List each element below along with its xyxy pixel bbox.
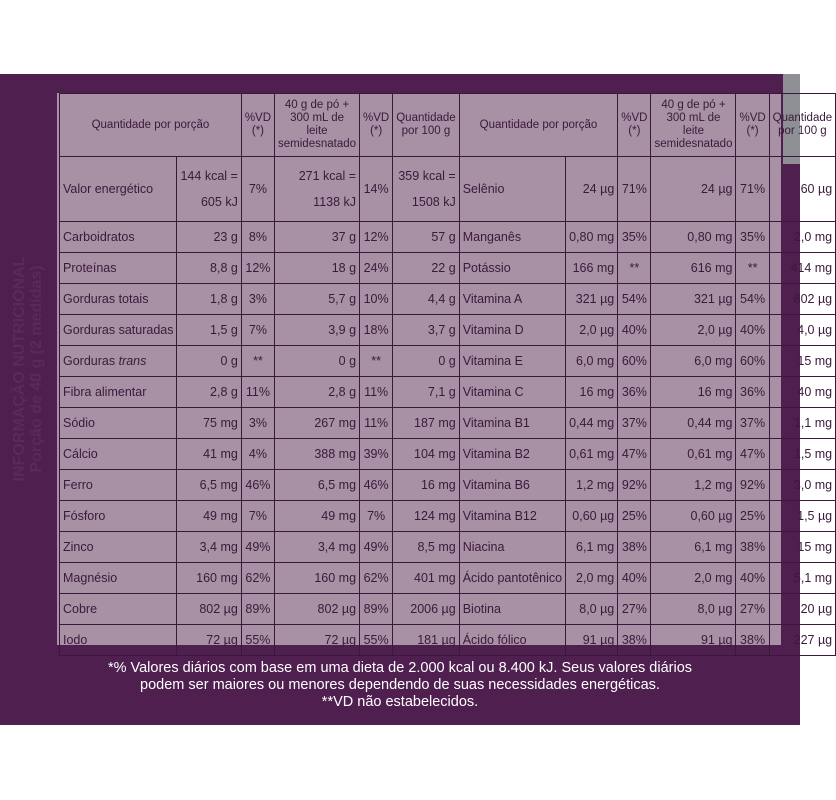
- nutrient-label-right: Potássio: [459, 253, 565, 284]
- right-vd: 40%: [618, 563, 651, 594]
- per-100g: 104 mg: [393, 439, 459, 470]
- right-with-milk: 16 mg: [651, 377, 736, 408]
- nutrient-label-right: Vitamina A: [459, 284, 565, 315]
- milk-vd: 24%: [360, 253, 393, 284]
- vd: 55%: [241, 625, 274, 656]
- right-100g: 4,0 µg: [769, 315, 835, 346]
- nutrient-label: Cálcio: [60, 439, 177, 470]
- portion: 23 g: [177, 222, 241, 253]
- right-milk-vd: 38%: [736, 532, 769, 563]
- table-row: [60, 532, 836, 563]
- right-portion: 2,0 µg: [566, 315, 618, 346]
- nutrition-table: [59, 93, 836, 656]
- nutrient-label-right: Manganês: [459, 222, 565, 253]
- right-portion: 166 mg: [566, 253, 618, 284]
- header-qty-100g: Quantidade por 100 g: [393, 94, 459, 157]
- right-vd: 36%: [618, 377, 651, 408]
- vd: **: [241, 346, 274, 377]
- vd: 12%: [241, 253, 274, 284]
- nutrient-label: Gorduras trans: [60, 346, 177, 377]
- table-row: [60, 377, 836, 408]
- nutrient-label: Ferro: [60, 470, 177, 501]
- with-milk: 0 g: [275, 346, 360, 377]
- energy-portion: [177, 157, 241, 222]
- vd: 3%: [241, 408, 274, 439]
- energy-milk-vd: 14%: [360, 157, 393, 222]
- portion: 1,8 g: [177, 284, 241, 315]
- nutrient-label-right: Vitamina B12: [459, 501, 565, 532]
- right-100g: 5,1 mg: [769, 563, 835, 594]
- footnote-line2: podem ser maiores ou menores dependendo de suas necessidades energéticas.: [140, 677, 660, 693]
- milk-vd: 49%: [360, 532, 393, 563]
- nutrient-label: Valor energético: [60, 157, 177, 222]
- right-portion: 24 µg: [566, 157, 618, 222]
- vd: 8%: [241, 222, 274, 253]
- right-vd: 38%: [618, 532, 651, 563]
- portion: 0 g: [177, 346, 241, 377]
- sidebar-title: [0, 93, 57, 645]
- right-milk-vd: 37%: [736, 408, 769, 439]
- table-row: [60, 470, 836, 501]
- with-milk: 802 µg: [275, 594, 360, 625]
- right-with-milk: 2,0 µg: [651, 315, 736, 346]
- right-milk-vd: 35%: [736, 222, 769, 253]
- milk-vd: 89%: [360, 594, 393, 625]
- header-with-milk: 40 g de pó + 300 mL de leite semidesnatado: [651, 94, 736, 157]
- table-row: [60, 315, 836, 346]
- right-portion: 8,0 µg: [566, 594, 618, 625]
- right-with-milk: 6,1 mg: [651, 532, 736, 563]
- right-vd: 35%: [618, 222, 651, 253]
- vd: 89%: [241, 594, 274, 625]
- portion: 41 mg: [177, 439, 241, 470]
- with-milk: 2,8 g: [275, 377, 360, 408]
- energy-100g-kcal: 359 kcal =: [398, 169, 456, 183]
- right-vd: 25%: [618, 501, 651, 532]
- milk-vd: 11%: [360, 408, 393, 439]
- portion: 802 µg: [177, 594, 241, 625]
- energy-kj: 605 kJ: [200, 195, 238, 209]
- header-vd: %VD (*): [618, 94, 651, 157]
- nutrient-label: Fibra alimentar: [60, 377, 177, 408]
- right-portion: 2,0 mg: [566, 563, 618, 594]
- right-milk-vd: 92%: [736, 470, 769, 501]
- table-row: [60, 408, 836, 439]
- vd: 11%: [241, 377, 274, 408]
- right-100g: 15 mg: [769, 346, 835, 377]
- right-milk-vd: **: [736, 253, 769, 284]
- nutrient-label-right: Selênio: [459, 157, 565, 222]
- right-vd: 37%: [618, 408, 651, 439]
- nutrient-label-right: Biotina: [459, 594, 565, 625]
- right-milk-vd: 54%: [736, 284, 769, 315]
- right-vd: 92%: [618, 470, 651, 501]
- right-portion: 0,80 mg: [566, 222, 618, 253]
- milk-vd: 46%: [360, 470, 393, 501]
- per-100g: 181 µg: [393, 625, 459, 656]
- vd: 7%: [241, 501, 274, 532]
- right-milk-vd: 71%: [736, 157, 769, 222]
- right-with-milk: 616 mg: [651, 253, 736, 284]
- right-portion: 321 µg: [566, 284, 618, 315]
- nutrient-label-right: Vitamina B2: [459, 439, 565, 470]
- per-100g: 22 g: [393, 253, 459, 284]
- milk-vd: 55%: [360, 625, 393, 656]
- portion: 160 mg: [177, 563, 241, 594]
- right-with-milk: 321 µg: [651, 284, 736, 315]
- footnote: [0, 660, 800, 711]
- right-portion: 1,2 mg: [566, 470, 618, 501]
- nutrient-label-right: Vitamina B6: [459, 470, 565, 501]
- milk-vd: 18%: [360, 315, 393, 346]
- energy-row: [60, 157, 836, 222]
- right-milk-vd: 60%: [736, 346, 769, 377]
- portion: 8,8 g: [177, 253, 241, 284]
- per-100g: 401 mg: [393, 563, 459, 594]
- nutrient-label: Fósforo: [60, 501, 177, 532]
- nutrient-label-right: Vitamina E: [459, 346, 565, 377]
- nutrient-label: Gorduras totais: [60, 284, 177, 315]
- right-100g: 15 mg: [769, 532, 835, 563]
- with-milk: 3,9 g: [275, 315, 360, 346]
- right-100g: 414 mg: [769, 253, 835, 284]
- right-vd: 38%: [618, 625, 651, 656]
- portion: 72 µg: [177, 625, 241, 656]
- footnote-line3: **VD não estabelecidos.: [321, 694, 479, 710]
- energy-vd: 7%: [241, 157, 274, 222]
- right-100g: 2,0 mg: [769, 222, 835, 253]
- energy-with-milk: [275, 157, 360, 222]
- right-portion: 0,61 mg: [566, 439, 618, 470]
- right-100g: 1,1 mg: [769, 408, 835, 439]
- right-with-milk: 0,80 mg: [651, 222, 736, 253]
- right-milk-vd: 36%: [736, 377, 769, 408]
- nutrient-label: Sódio: [60, 408, 177, 439]
- with-milk: 160 mg: [275, 563, 360, 594]
- header-qty-100g: Quantidade por 100 g: [769, 94, 835, 157]
- per-100g: 16 mg: [393, 470, 459, 501]
- right-with-milk: 24 µg: [651, 157, 736, 222]
- portion: 75 mg: [177, 408, 241, 439]
- right-with-milk: 0,60 µg: [651, 501, 736, 532]
- milk-vd: 12%: [360, 222, 393, 253]
- vd: 3%: [241, 284, 274, 315]
- header-with-milk: 40 g de pó + 300 mL de leite semidesnatado: [275, 94, 360, 157]
- right-milk-vd: 40%: [736, 315, 769, 346]
- nutrient-label-right: Vitamina B1: [459, 408, 565, 439]
- right-milk-vd: 38%: [736, 625, 769, 656]
- nutrient-label: Carboidratos: [60, 222, 177, 253]
- energy-milk-kj: 1138 kJ: [313, 195, 357, 209]
- energy-100g: [393, 157, 459, 222]
- right-with-milk: 6,0 mg: [651, 346, 736, 377]
- right-vd: **: [618, 253, 651, 284]
- header-qty-portion: Quantidade por porção: [459, 94, 618, 157]
- per-100g: 4,4 g: [393, 284, 459, 315]
- right-portion: 6,0 mg: [566, 346, 618, 377]
- per-100g: 0 g: [393, 346, 459, 377]
- right-100g: 60 µg: [769, 157, 835, 222]
- portion: 3,4 mg: [177, 532, 241, 563]
- energy-100g-kj: 1508 kJ: [411, 195, 456, 209]
- with-milk: 18 g: [275, 253, 360, 284]
- header-qty-portion: Quantidade por porção: [60, 94, 242, 157]
- right-with-milk: 8,0 µg: [651, 594, 736, 625]
- with-milk: 37 g: [275, 222, 360, 253]
- milk-vd: 62%: [360, 563, 393, 594]
- with-milk: 267 mg: [275, 408, 360, 439]
- nutrient-label-right: Vitamina D: [459, 315, 565, 346]
- right-with-milk: 0,44 mg: [651, 408, 736, 439]
- table-row: [60, 625, 836, 656]
- header-vd: %VD (*): [360, 94, 393, 157]
- per-100g: 7,1 g: [393, 377, 459, 408]
- right-vd: 47%: [618, 439, 651, 470]
- right-milk-vd: 47%: [736, 439, 769, 470]
- vd: 62%: [241, 563, 274, 594]
- per-100g: 124 mg: [393, 501, 459, 532]
- footnote-line1: *% Valores diários com base em uma dieta de 2.000 kcal ou 8.400 kJ. Seus valores diários: [107, 660, 693, 676]
- vd: 49%: [241, 532, 274, 563]
- nutrient-label: Magnésio: [60, 563, 177, 594]
- vd: 46%: [241, 470, 274, 501]
- right-with-milk: 0,61 mg: [651, 439, 736, 470]
- nutrient-label-right: Niacina: [459, 532, 565, 563]
- with-milk: 3,4 mg: [275, 532, 360, 563]
- table-row: [60, 284, 836, 315]
- right-with-milk: 91 µg: [651, 625, 736, 656]
- right-milk-vd: 25%: [736, 501, 769, 532]
- table-row: [60, 563, 836, 594]
- table-row: [60, 439, 836, 470]
- right-100g: 1,5 µg: [769, 501, 835, 532]
- header-vd: %VD (*): [241, 94, 274, 157]
- milk-vd: 10%: [360, 284, 393, 315]
- right-with-milk: 2,0 mg: [651, 563, 736, 594]
- with-milk: 72 µg: [275, 625, 360, 656]
- right-vd: 27%: [618, 594, 651, 625]
- right-portion: 91 µg: [566, 625, 618, 656]
- right-vd: 60%: [618, 346, 651, 377]
- vd: 4%: [241, 439, 274, 470]
- with-milk: 388 mg: [275, 439, 360, 470]
- right-100g: 3,0 mg: [769, 470, 835, 501]
- right-100g: 1,5 mg: [769, 439, 835, 470]
- right-portion: 0,60 µg: [566, 501, 618, 532]
- right-vd: 54%: [618, 284, 651, 315]
- nutrient-label-right: Ácido fólico: [459, 625, 565, 656]
- portion: 49 mg: [177, 501, 241, 532]
- right-portion: 0,44 mg: [566, 408, 618, 439]
- right-vd: 40%: [618, 315, 651, 346]
- right-100g: 227 µg: [769, 625, 835, 656]
- energy-milk-kcal: 271 kcal =: [298, 169, 357, 183]
- milk-vd: 39%: [360, 439, 393, 470]
- sidebar-title-line1: INFORMAÇÃO NUTRICIONAL: [11, 256, 28, 482]
- with-milk: 6,5 mg: [275, 470, 360, 501]
- nutrient-label: Proteínas: [60, 253, 177, 284]
- nutrient-label: Iodo: [60, 625, 177, 656]
- right-with-milk: 1,2 mg: [651, 470, 736, 501]
- nutrient-label: Cobre: [60, 594, 177, 625]
- portion: 6,5 mg: [177, 470, 241, 501]
- nutrient-label-right: Ácido pantotênico: [459, 563, 565, 594]
- header-vd: %VD (*): [736, 94, 769, 157]
- right-portion: 6,1 mg: [566, 532, 618, 563]
- table-row: [60, 253, 836, 284]
- energy-kcal: 144 kcal =: [180, 169, 238, 183]
- right-milk-vd: 27%: [736, 594, 769, 625]
- right-100g: 802 µg: [769, 284, 835, 315]
- milk-vd: **: [360, 346, 393, 377]
- header-row: [60, 94, 836, 157]
- portion: 2,8 g: [177, 377, 241, 408]
- nutrient-label-right: Vitamina C: [459, 377, 565, 408]
- milk-vd: 11%: [360, 377, 393, 408]
- per-100g: 187 mg: [393, 408, 459, 439]
- right-100g: 20 µg: [769, 594, 835, 625]
- table-row: [60, 222, 836, 253]
- right-milk-vd: 40%: [736, 563, 769, 594]
- right-vd: 71%: [618, 157, 651, 222]
- right-portion: 16 mg: [566, 377, 618, 408]
- with-milk: 49 mg: [275, 501, 360, 532]
- table-row: [60, 594, 836, 625]
- per-100g: 3,7 g: [393, 315, 459, 346]
- with-milk: 5,7 g: [275, 284, 360, 315]
- vd: 7%: [241, 315, 274, 346]
- sidebar-title-line2: Porção de 40 g (2 medidas): [28, 265, 45, 473]
- per-100g: 57 g: [393, 222, 459, 253]
- table-row: [60, 346, 836, 377]
- nutrient-label: Zinco: [60, 532, 177, 563]
- right-100g: 40 mg: [769, 377, 835, 408]
- milk-vd: 7%: [360, 501, 393, 532]
- nutrient-label: Gorduras saturadas: [60, 315, 177, 346]
- portion: 1,5 g: [177, 315, 241, 346]
- table-row: [60, 501, 836, 532]
- per-100g: 2006 µg: [393, 594, 459, 625]
- per-100g: 8,5 mg: [393, 532, 459, 563]
